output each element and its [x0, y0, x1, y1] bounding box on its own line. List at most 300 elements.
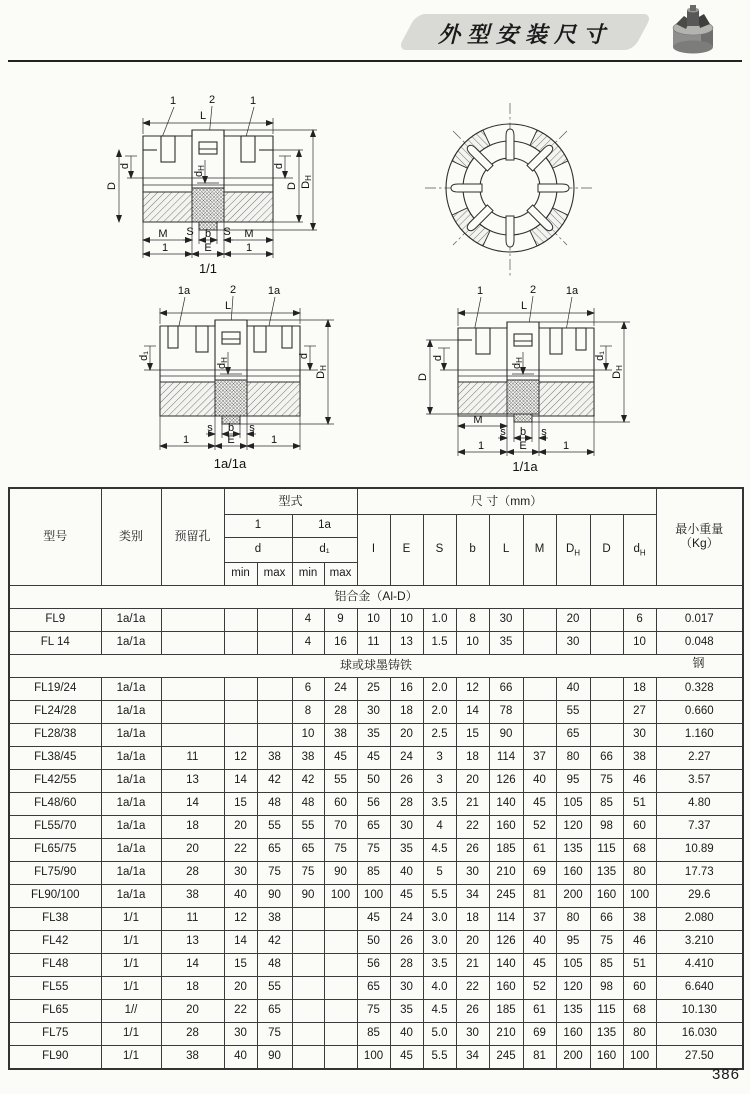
- value-cell: 30: [456, 862, 489, 885]
- dim-label-dH-center: dH: [193, 165, 206, 177]
- dim-label-E: E: [204, 242, 212, 254]
- drawing-section-1a-1a: [118, 282, 366, 482]
- value-cell: 48: [292, 793, 324, 816]
- value-cell: 81: [523, 1046, 556, 1070]
- value-cell: 2.0: [423, 678, 456, 701]
- dim-label-M-left: M: [158, 228, 168, 240]
- value-cell: 16.030: [656, 1023, 743, 1046]
- section-row: [9, 655, 743, 678]
- value-cell: 21: [456, 954, 489, 977]
- value-cell: 18: [623, 678, 656, 701]
- model-cell: FL48: [9, 954, 101, 977]
- value-cell: 1//: [101, 1000, 161, 1023]
- callout-2: 2: [529, 284, 537, 296]
- value-cell: [257, 678, 292, 701]
- value-cell: 200: [556, 1046, 590, 1070]
- value-cell: 135: [590, 1023, 623, 1046]
- value-cell: 28: [161, 862, 224, 885]
- value-cell: [523, 724, 556, 747]
- value-cell: 8: [456, 609, 489, 632]
- table-row: [9, 931, 743, 954]
- value-cell: 120: [556, 816, 590, 839]
- model-cell: FL48/60: [9, 793, 101, 816]
- model-cell: FL24/28: [9, 701, 101, 724]
- value-cell: 34: [456, 1046, 489, 1070]
- weight-label-line2: （Kg）: [679, 536, 719, 550]
- table-row: [9, 1046, 743, 1070]
- value-cell: 1.0: [423, 609, 456, 632]
- value-cell: [257, 609, 292, 632]
- size-col-E: E: [390, 515, 423, 586]
- value-cell: 80: [623, 1023, 656, 1046]
- weight-label-line1: 最小重量: [675, 522, 724, 537]
- page-title: 外型安装尺寸: [437, 22, 612, 47]
- value-cell: 68: [623, 839, 656, 862]
- value-cell: 56: [357, 954, 390, 977]
- value-cell: 24: [324, 678, 357, 701]
- value-cell: 245: [489, 885, 523, 908]
- value-cell: 38: [292, 747, 324, 770]
- value-cell: 1/1: [101, 908, 161, 931]
- value-cell: 75: [590, 770, 623, 793]
- value-cell: 1.5: [423, 632, 456, 655]
- value-cell: 100: [357, 885, 390, 908]
- value-cell: 16: [324, 632, 357, 655]
- table-row: [9, 885, 743, 908]
- value-cell: 100: [623, 1046, 656, 1070]
- dim-label-S-left: S: [186, 226, 194, 238]
- value-cell: 75: [324, 839, 357, 862]
- value-cell: 30: [390, 977, 423, 1000]
- table-row: [9, 1000, 743, 1023]
- model-cell: FL 14: [9, 632, 101, 655]
- dim-label-1-left: 1: [477, 440, 485, 452]
- value-cell: 45: [523, 793, 556, 816]
- size-col-b: b: [456, 515, 489, 586]
- value-cell: 26: [390, 931, 423, 954]
- value-cell: 3: [423, 770, 456, 793]
- value-cell: 15: [456, 724, 489, 747]
- table-row: [9, 609, 743, 632]
- value-cell: 2.27: [656, 747, 743, 770]
- value-cell: 2.080: [656, 908, 743, 931]
- model-cell: FL55/70: [9, 816, 101, 839]
- value-cell: [292, 977, 324, 1000]
- value-cell: 78: [489, 701, 523, 724]
- table-header: [9, 488, 743, 586]
- value-cell: [224, 609, 257, 632]
- value-cell: [257, 701, 292, 724]
- value-cell: 6: [292, 678, 324, 701]
- model-cell: FL75/90: [9, 862, 101, 885]
- dim-label-d-right: d: [273, 162, 285, 170]
- col-header-dmin: min: [224, 563, 257, 586]
- dim-label-1-left: 1: [182, 434, 190, 446]
- value-cell: 90: [324, 862, 357, 885]
- value-cell: 18: [161, 977, 224, 1000]
- value-cell: 5.5: [423, 1046, 456, 1070]
- value-cell: 126: [489, 931, 523, 954]
- value-cell: [292, 1023, 324, 1046]
- value-cell: 12: [224, 747, 257, 770]
- value-cell: 40: [556, 678, 590, 701]
- value-cell: 0.328: [656, 678, 743, 701]
- value-cell: 20: [456, 931, 489, 954]
- value-cell: [523, 632, 556, 655]
- value-cell: 13: [390, 632, 423, 655]
- value-cell: 20: [161, 839, 224, 862]
- table-row: [9, 1023, 743, 1046]
- model-cell: FL42/55: [9, 770, 101, 793]
- value-cell: [257, 724, 292, 747]
- value-cell: 20: [390, 724, 423, 747]
- value-cell: 5.0: [423, 1023, 456, 1046]
- value-cell: 15: [224, 793, 257, 816]
- value-cell: 61: [523, 839, 556, 862]
- value-cell: 13: [161, 931, 224, 954]
- value-cell: 27: [623, 701, 656, 724]
- value-cell: 3.0: [423, 908, 456, 931]
- table-row: [9, 747, 743, 770]
- value-cell: 26: [456, 839, 489, 862]
- value-cell: 115: [590, 839, 623, 862]
- value-cell: 26: [456, 1000, 489, 1023]
- value-cell: 4.5: [423, 1000, 456, 1023]
- value-cell: [324, 1000, 357, 1023]
- dim-label-S-right: S: [223, 226, 231, 238]
- col-header-category: 类别: [101, 488, 161, 586]
- value-cell: 14: [224, 931, 257, 954]
- value-cell: 140: [489, 954, 523, 977]
- value-cell: 1a/1a: [101, 885, 161, 908]
- dim-label-dH-center: dH: [216, 357, 229, 369]
- value-cell: 20: [224, 977, 257, 1000]
- value-cell: [324, 954, 357, 977]
- model-cell: FL65/75: [9, 839, 101, 862]
- value-cell: 35: [489, 632, 523, 655]
- value-cell: [324, 931, 357, 954]
- value-cell: 90: [257, 1046, 292, 1070]
- value-cell: 160: [489, 816, 523, 839]
- drawing-caption: 1a/1a: [213, 456, 247, 471]
- value-cell: 20: [456, 770, 489, 793]
- value-cell: 1a/1a: [101, 747, 161, 770]
- table-row: [9, 954, 743, 977]
- value-cell: 34: [456, 885, 489, 908]
- callout-1-left: 1: [476, 285, 484, 297]
- dim-label-s-right: s: [249, 422, 255, 434]
- coupling-photo-art: [673, 5, 713, 54]
- table-row: [9, 862, 743, 885]
- value-cell: 115: [590, 1000, 623, 1023]
- value-cell: 40: [523, 770, 556, 793]
- value-cell: 135: [590, 862, 623, 885]
- value-cell: [161, 678, 224, 701]
- value-cell: 22: [224, 1000, 257, 1023]
- size-col-S: S: [423, 515, 456, 586]
- value-cell: 105: [556, 793, 590, 816]
- value-cell: 1a/1a: [101, 724, 161, 747]
- value-cell: 12: [456, 678, 489, 701]
- model-cell: FL65: [9, 1000, 101, 1023]
- value-cell: 56: [357, 793, 390, 816]
- value-cell: 45: [523, 954, 556, 977]
- value-cell: 160: [556, 862, 590, 885]
- value-cell: 22: [456, 816, 489, 839]
- value-cell: 42: [292, 770, 324, 793]
- size-col-L: L: [489, 515, 523, 586]
- drawing-caption: 1/1a: [512, 459, 538, 474]
- value-cell: 0.660: [656, 701, 743, 724]
- value-cell: 126: [489, 770, 523, 793]
- value-cell: 210: [489, 1023, 523, 1046]
- value-cell: 20: [224, 816, 257, 839]
- value-cell: 75: [357, 839, 390, 862]
- size-col-I: I: [357, 515, 390, 586]
- value-cell: 7.37: [656, 816, 743, 839]
- value-cell: 14: [224, 770, 257, 793]
- value-cell: 140: [489, 793, 523, 816]
- value-cell: [523, 678, 556, 701]
- col-header-hole: 预留孔: [161, 488, 224, 586]
- value-cell: 66: [590, 747, 623, 770]
- value-cell: 17.73: [656, 862, 743, 885]
- table-row: [9, 678, 743, 701]
- value-cell: 48: [257, 793, 292, 816]
- value-cell: 85: [357, 1023, 390, 1046]
- value-cell: 70: [324, 816, 357, 839]
- drawing-front-view: [415, 98, 605, 282]
- value-cell: 68: [623, 1000, 656, 1023]
- value-cell: 30: [456, 1023, 489, 1046]
- value-cell: 51: [623, 793, 656, 816]
- value-cell: [224, 632, 257, 655]
- dim-label-DH-right: DH: [300, 175, 313, 189]
- value-cell: 55: [556, 701, 590, 724]
- value-cell: 3.5: [423, 954, 456, 977]
- value-cell: 28: [390, 954, 423, 977]
- callout-2: 2: [229, 284, 237, 296]
- model-cell: FL90: [9, 1046, 101, 1070]
- dim-label-d-left: d: [432, 354, 444, 362]
- section-row: [9, 586, 743, 609]
- value-cell: 55: [324, 770, 357, 793]
- dim-label-1-right: 1: [270, 434, 278, 446]
- value-cell: 60: [623, 816, 656, 839]
- value-cell: 46: [623, 770, 656, 793]
- value-cell: 40: [390, 862, 423, 885]
- value-cell: 13: [161, 770, 224, 793]
- value-cell: 11: [161, 908, 224, 931]
- dim-label-d-left: d: [119, 162, 131, 170]
- dim-label-b: b: [227, 422, 235, 434]
- col-header-size: 尺 寸（mm）: [357, 488, 656, 515]
- value-cell: 38: [623, 747, 656, 770]
- value-cell: [590, 632, 623, 655]
- value-cell: 29.6: [656, 885, 743, 908]
- value-cell: 18: [390, 701, 423, 724]
- value-cell: 52: [523, 816, 556, 839]
- value-cell: 90: [257, 885, 292, 908]
- value-cell: 14: [456, 701, 489, 724]
- product-photo: [664, 2, 722, 60]
- value-cell: 200: [556, 885, 590, 908]
- value-cell: 30: [489, 609, 523, 632]
- value-cell: 42: [257, 931, 292, 954]
- value-cell: 0.017: [656, 609, 743, 632]
- value-cell: 245: [489, 1046, 523, 1070]
- value-cell: 14: [161, 954, 224, 977]
- size-col-DH: $D_H$: [556, 515, 590, 586]
- value-cell: 28: [390, 793, 423, 816]
- value-cell: 3.210: [656, 931, 743, 954]
- value-cell: 1/1: [101, 954, 161, 977]
- spec-table: [8, 487, 744, 1070]
- value-cell: 60: [324, 793, 357, 816]
- dim-label-DH-right: DH: [315, 365, 328, 379]
- value-cell: 3: [423, 747, 456, 770]
- value-cell: 98: [590, 816, 623, 839]
- value-cell: 11: [161, 747, 224, 770]
- table-row: [9, 632, 743, 655]
- value-cell: 38: [257, 908, 292, 931]
- value-cell: 75: [357, 1000, 390, 1023]
- value-cell: [324, 1023, 357, 1046]
- model-cell: FL42: [9, 931, 101, 954]
- value-cell: 52: [523, 977, 556, 1000]
- model-cell: FL38/45: [9, 747, 101, 770]
- value-cell: 21: [456, 793, 489, 816]
- value-cell: 1a/1a: [101, 862, 161, 885]
- callout-1a-left: 1a: [177, 285, 191, 297]
- value-cell: 0.048: [656, 632, 743, 655]
- value-cell: 45: [390, 885, 423, 908]
- value-cell: 11: [357, 632, 390, 655]
- value-cell: 30: [556, 632, 590, 655]
- dim-label-d1-left: d₁: [138, 351, 150, 361]
- value-cell: 185: [489, 1000, 523, 1023]
- col-header-d1min: min: [292, 563, 324, 586]
- model-cell: FL90/100: [9, 885, 101, 908]
- value-cell: 65: [257, 1000, 292, 1023]
- value-cell: 1a/1a: [101, 632, 161, 655]
- value-cell: 51: [623, 954, 656, 977]
- value-cell: 4.0: [423, 977, 456, 1000]
- col-header-type: 型式: [224, 488, 357, 515]
- value-cell: 135: [556, 839, 590, 862]
- value-cell: 1a/1a: [101, 701, 161, 724]
- value-cell: 160: [590, 1046, 623, 1070]
- drawing-caption: 1/1: [198, 261, 218, 276]
- section-label: 球或球墨铸铁 钢: [9, 655, 743, 678]
- value-cell: 10.89: [656, 839, 743, 862]
- value-cell: 14: [161, 793, 224, 816]
- dim-label-dH-center: dH: [511, 357, 524, 369]
- value-cell: 1a/1a: [101, 816, 161, 839]
- value-cell: 55: [257, 816, 292, 839]
- table-body: [9, 586, 743, 1070]
- value-cell: 60: [623, 977, 656, 1000]
- linework-hatch: [160, 380, 300, 424]
- dim-label-L: L: [520, 300, 528, 312]
- value-cell: 37: [523, 908, 556, 931]
- value-cell: 16: [390, 678, 423, 701]
- value-cell: [224, 724, 257, 747]
- value-cell: [324, 977, 357, 1000]
- value-cell: 35: [390, 1000, 423, 1023]
- value-cell: 25: [357, 678, 390, 701]
- value-cell: 22: [224, 839, 257, 862]
- col-header-d: d: [224, 538, 292, 563]
- value-cell: 114: [489, 908, 523, 931]
- value-cell: 37: [523, 747, 556, 770]
- dim-label-s-right: s: [541, 426, 547, 438]
- dim-label-D-left: D: [417, 373, 429, 381]
- value-cell: 98: [590, 977, 623, 1000]
- value-cell: 66: [590, 908, 623, 931]
- value-cell: 65: [357, 816, 390, 839]
- value-cell: 75: [590, 931, 623, 954]
- value-cell: 18: [161, 816, 224, 839]
- drawing-section-1-1a: [408, 282, 664, 482]
- value-cell: 38: [623, 908, 656, 931]
- col-header-weight: [656, 488, 743, 586]
- dim-label-D-left: D: [106, 182, 118, 190]
- callout-1a-right: 1a: [267, 285, 281, 297]
- value-cell: 38: [161, 885, 224, 908]
- callout-1a-right: 1a: [565, 285, 579, 297]
- value-cell: 26: [390, 770, 423, 793]
- dim-label-b: b: [204, 228, 212, 240]
- value-cell: 24: [390, 908, 423, 931]
- value-cell: [324, 1046, 357, 1070]
- value-cell: 3.5: [423, 793, 456, 816]
- value-cell: 1/1: [101, 977, 161, 1000]
- value-cell: 1a/1a: [101, 678, 161, 701]
- value-cell: 90: [489, 724, 523, 747]
- value-cell: [224, 701, 257, 724]
- dim-label-L: L: [224, 300, 232, 312]
- value-cell: [590, 724, 623, 747]
- value-cell: 1/1: [101, 1046, 161, 1070]
- value-cell: [161, 609, 224, 632]
- table-row: [9, 908, 743, 931]
- value-cell: 120: [556, 977, 590, 1000]
- value-cell: 75: [257, 1023, 292, 1046]
- value-cell: [292, 908, 324, 931]
- value-cell: [523, 609, 556, 632]
- value-cell: [590, 609, 623, 632]
- value-cell: 28: [324, 701, 357, 724]
- value-cell: 81: [523, 885, 556, 908]
- value-cell: 85: [590, 954, 623, 977]
- col-header-dmax: max: [257, 563, 292, 586]
- value-cell: 75: [292, 862, 324, 885]
- value-cell: 4.410: [656, 954, 743, 977]
- value-cell: 24: [390, 747, 423, 770]
- value-cell: 8: [292, 701, 324, 724]
- value-cell: 38: [161, 1046, 224, 1070]
- value-cell: 18: [456, 908, 489, 931]
- value-cell: 95: [556, 931, 590, 954]
- value-cell: 210: [489, 862, 523, 885]
- value-cell: 160: [489, 977, 523, 1000]
- value-cell: 40: [523, 931, 556, 954]
- value-cell: 3.57: [656, 770, 743, 793]
- value-cell: [324, 908, 357, 931]
- model-cell: FL28/38: [9, 724, 101, 747]
- size-col-D: D: [590, 515, 623, 586]
